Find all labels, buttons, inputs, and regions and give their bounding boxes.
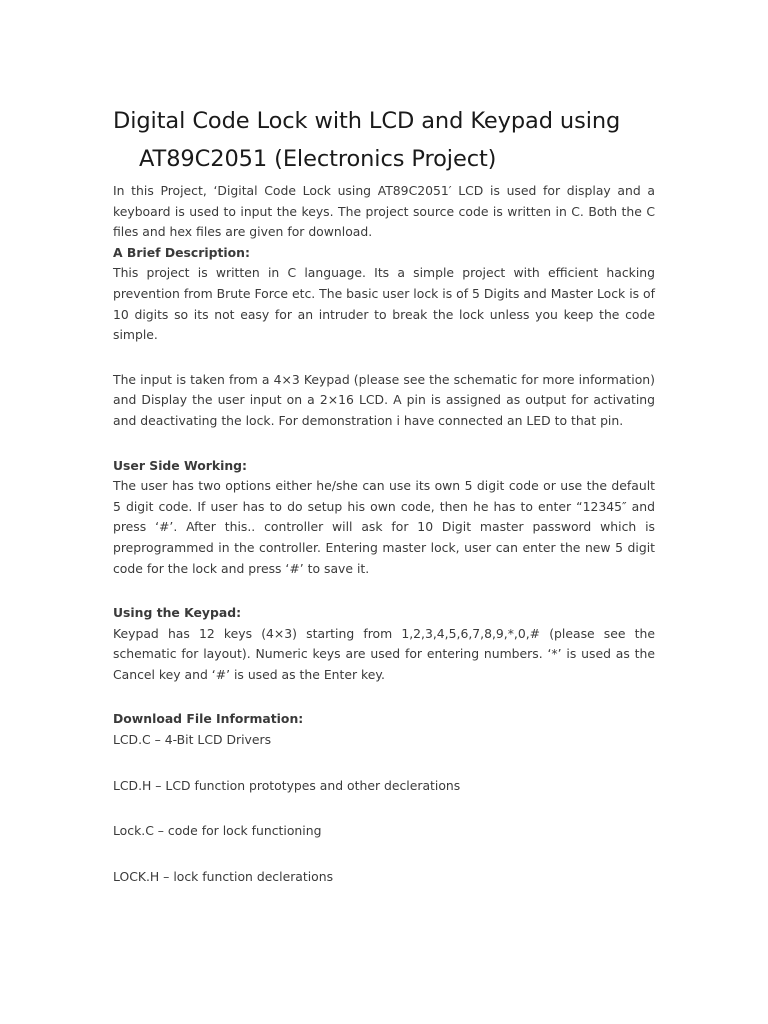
file-spacer [113, 796, 655, 821]
section-heading-brief-description: A Brief Description: [113, 244, 250, 260]
using-keypad-paragraph: Keypad has 12 keys (4×3) starting from 1,2,3,4,5,6,7,8,9,*,0,# (please see the schematic for layout). Numeric keys are used for entering numbers. ‘*’ is used as the Cancel key and ‘#’ is used as the Enter key. [113, 625, 655, 682]
document-page [113, 102, 655, 887]
title-line-1: Digital Code Lock with LCD and Keypad using [113, 108, 621, 134]
document-title [113, 102, 655, 178]
paragraph-spacer [113, 685, 655, 709]
paragraph-spacer [113, 346, 655, 370]
section-heading-using-keypad: Using the Keypad: [113, 605, 242, 621]
file-item-lcd-h: LCD.H – LCD function prototypes and other declerations [113, 777, 461, 793]
intro-paragraph: In this Project, ‘Digital Code Lock using AT89C2051′ LCD is used for display and a keyboard is used to input the keys. The project source code is written in C. Both the C files and hex files are given for download. [113, 183, 655, 240]
section-heading-user-side-working: User Side Working: [113, 457, 248, 473]
file-spacer [113, 842, 655, 867]
file-item-lock-h: LOCK.H – lock function declerations [113, 868, 334, 884]
brief-description-paragraph-1: This project is written in C language. Its a simple project with efficient hacking prevention from Brute Force etc. The basic user lock is of 5 Digits and Master Lock is of 10 digits so its not easy for an intruder to break the lock unless you keep the code simple. [113, 265, 655, 343]
file-item-lcd-c: LCD.C – 4-Bit LCD Drivers [113, 732, 272, 748]
paragraph-spacer [113, 432, 655, 456]
file-item-lock-c: Lock.C – code for lock functioning [113, 823, 322, 839]
brief-description-paragraph-2: The input is taken from a 4×3 Keypad (please see the schematic for more information) and Display the user input on a 2×16 LCD. A pin is assigned as output for activating and deactivating the lock. For demonstration i have connected an LED to that pin. [113, 371, 655, 428]
section-heading-download-file-information: Download File Information: [113, 711, 304, 727]
paragraph-spacer [113, 579, 655, 603]
file-spacer [113, 751, 655, 776]
user-side-working-paragraph: The user has two options either he/she can use its own 5 digit code or use the default 5 digit code. If user has to do setup his own code, then he has to enter “12345″ and press ‘#’. After this.. controller will ask for 10 Digit master password which is preprogrammed in the controller. Entering master lock, user can enter the new 5 digit code for the lock and press ‘#’ to save it. [113, 478, 655, 576]
title-line-2: AT89C2051 (Electronics Project) [139, 146, 497, 172]
